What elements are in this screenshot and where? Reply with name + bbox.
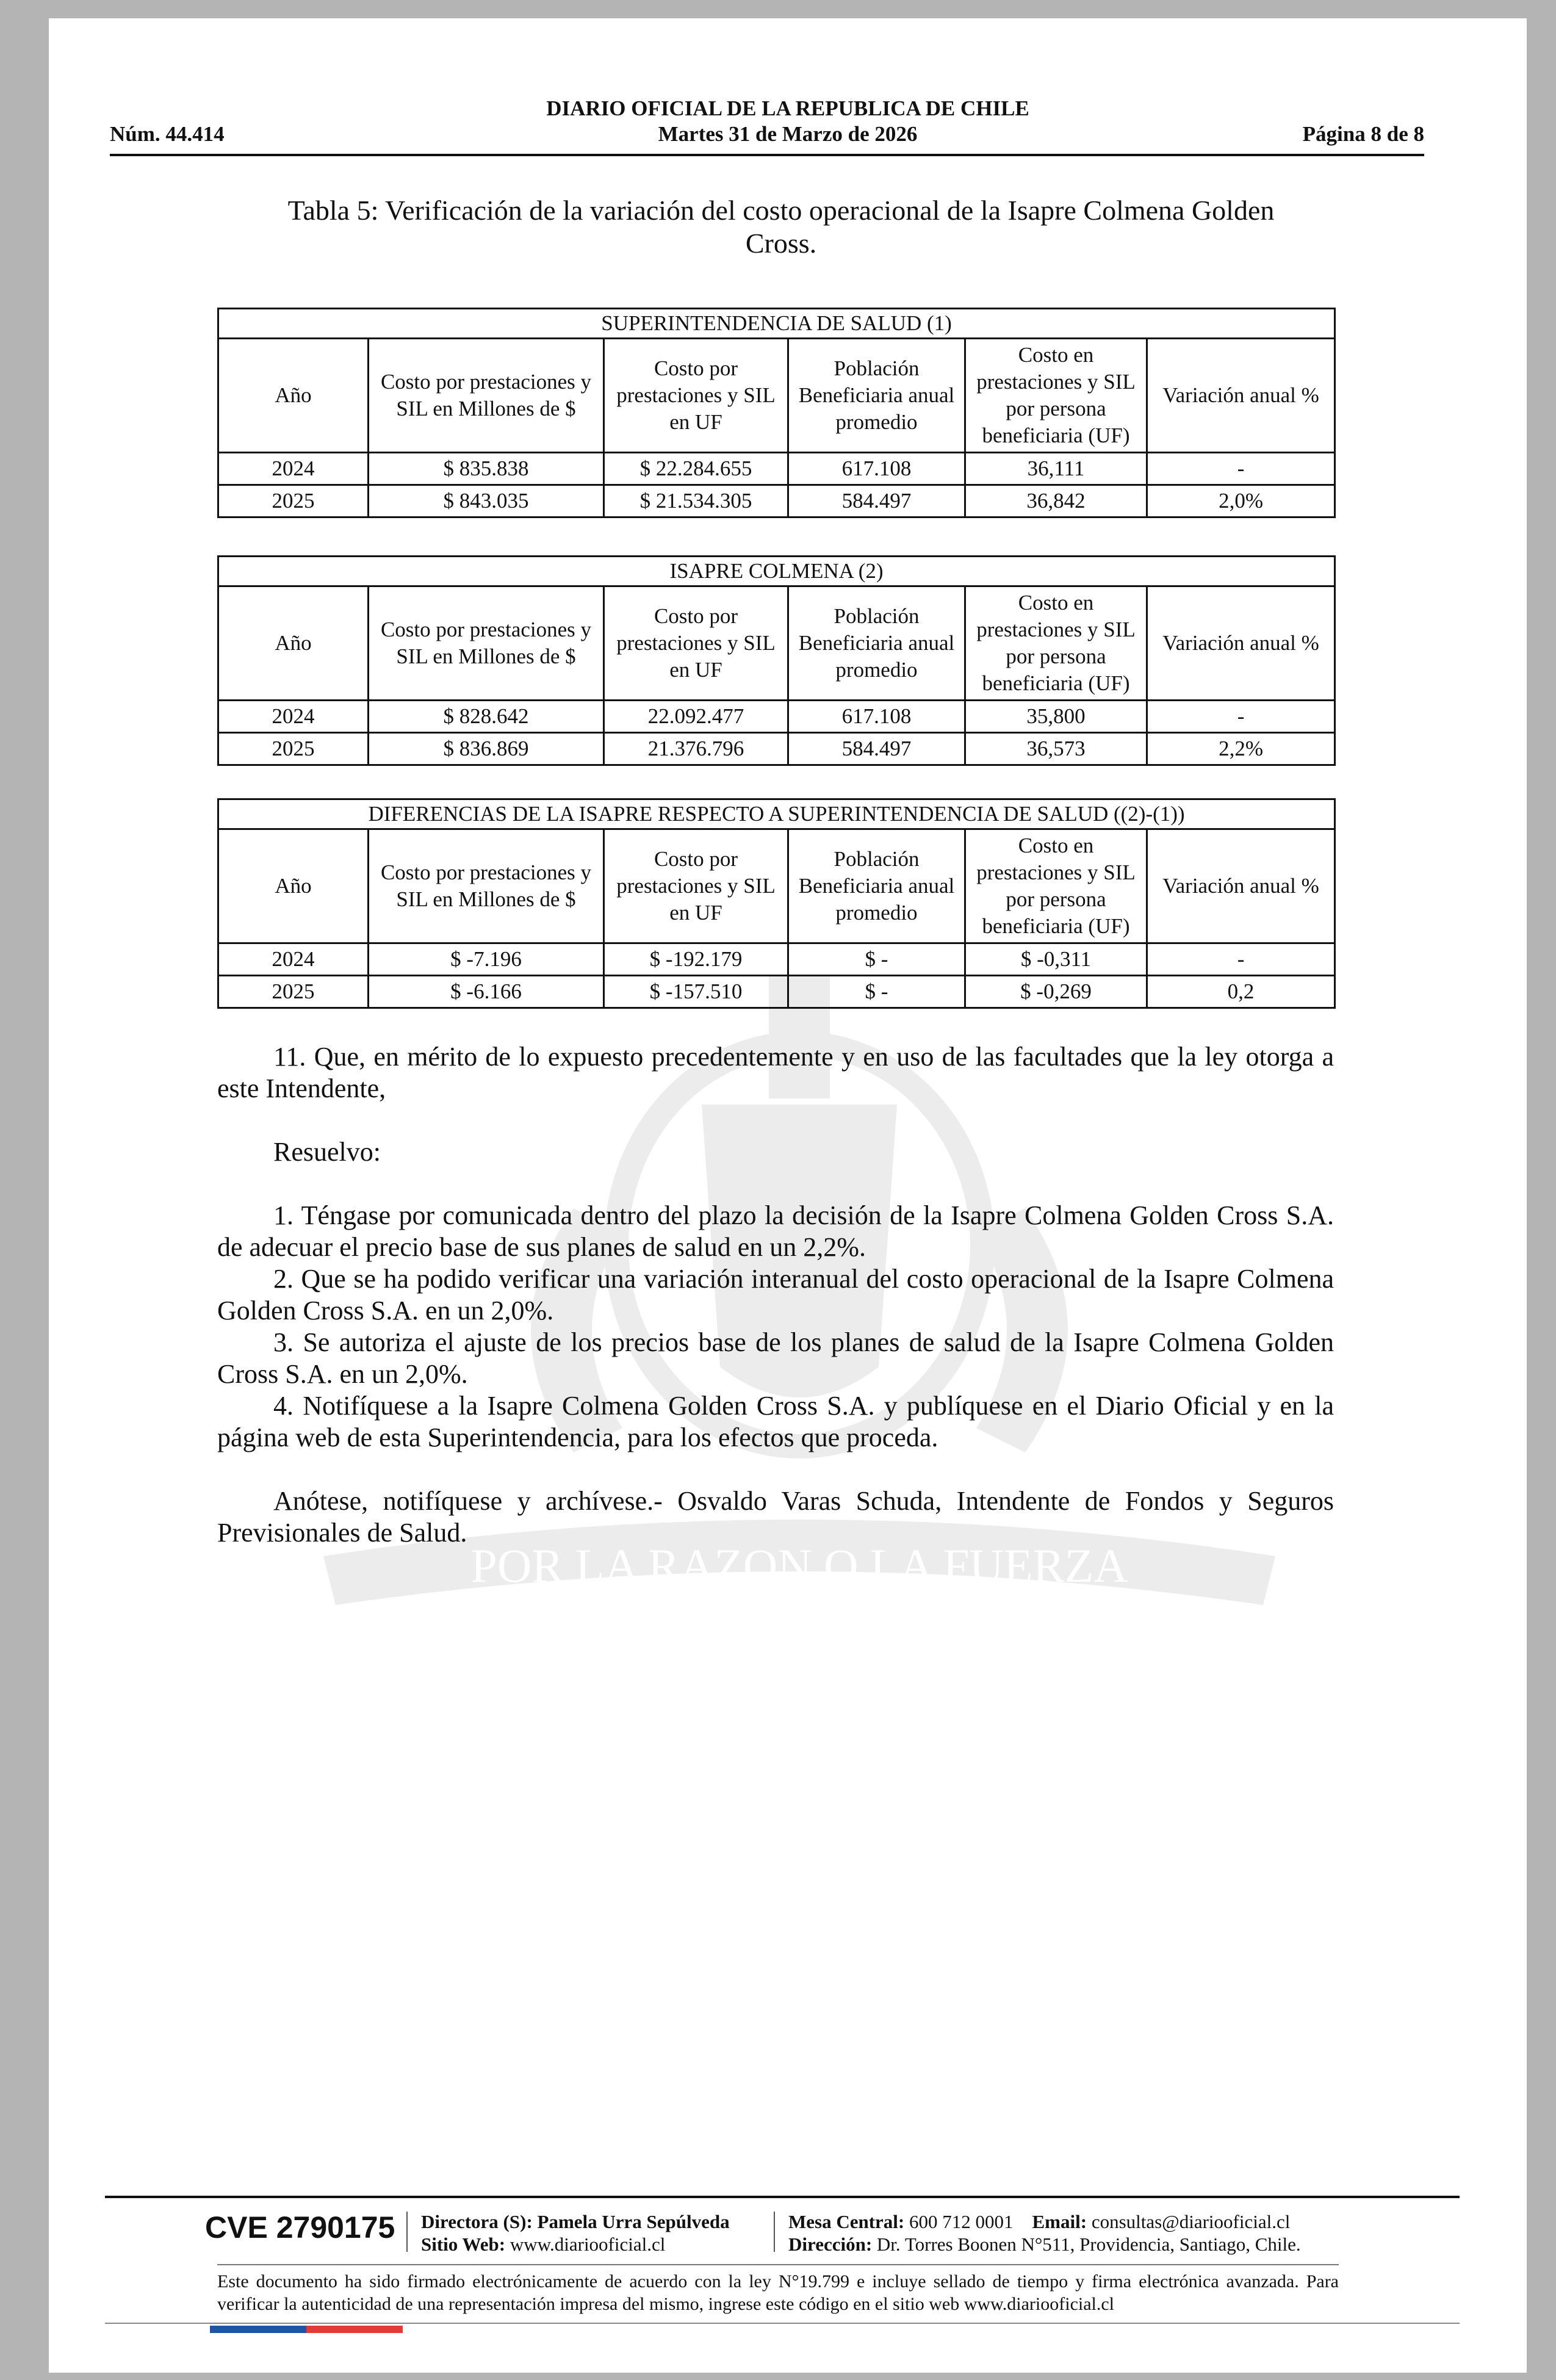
table-title: SUPERINTENDENCIA DE SALUD (1) — [218, 309, 1335, 339]
resolution-item-4: 4. Notifíquese a la Isapre Colmena Golden Cross S.A. y publíquese en el Diario Oficial y en la página web de esta Superintendencia, para los efectos que proceda. — [217, 1391, 1334, 1452]
table-caption: Tabla 5: Verificación de la variación del costo operacional de la Isapre Colmena Golden Cross. — [287, 195, 1275, 259]
cell-variation: 0,2 — [1147, 976, 1335, 1008]
cell-year: 2024 — [218, 943, 369, 976]
resuelvo-heading: Resuelvo: — [273, 1137, 381, 1167]
col-header-year: Año — [218, 339, 369, 453]
cell-variation: 2,2% — [1147, 733, 1335, 765]
cell-population: 584.497 — [788, 485, 965, 517]
table-row — [218, 976, 1335, 1008]
closing-signature: Anótese, notifíquese y archívese.- Osvaldo Varas Schuda, Intendente de Fondos y Seguros Previsionales de Salud. — [217, 1486, 1334, 1548]
table-row — [218, 453, 1335, 485]
col-header-cost-uf: Costo por prestaciones y SIL en UF — [604, 339, 788, 453]
cell-cost-uf: $ 21.534.305 — [604, 485, 788, 517]
cell-variation: - — [1147, 453, 1335, 485]
table-title: ISAPRE COLMENA (2) — [218, 557, 1335, 586]
footer-contact-block — [788, 2210, 1301, 2256]
col-header-variation: Variación anual % — [1147, 586, 1335, 701]
col-header-variation: Variación anual % — [1147, 339, 1335, 453]
address-value: Dr. Torres Boonen N°511, Providencia, Santiago, Chile. — [876, 2234, 1301, 2255]
footer-separator — [774, 2212, 775, 2252]
director-label: Directora (S): — [421, 2211, 533, 2232]
cell-cost-uf: 21.376.796 — [604, 733, 788, 765]
col-header-cost-per-person: Costo en prestaciones y SIL por persona beneficiaria (UF) — [965, 829, 1147, 943]
cell-cost-per-person: $ -0,311 — [965, 943, 1147, 976]
cell-cost-per-person: 36,111 — [965, 453, 1147, 485]
issue-date: Martes 31 de Marzo de 2026 — [658, 122, 918, 146]
paragraph-11: 11. Que, en mérito de lo expuesto precedentemente y en uso de las facultades que la ley otorga a este Intendente, — [217, 1042, 1334, 1103]
footer-rule — [105, 2196, 1460, 2198]
table-row — [218, 485, 1335, 517]
col-header-cost-per-person: Costo en prestaciones y SIL por persona beneficiaria (UF) — [965, 339, 1147, 453]
watermark-motto: POR LA RAZON O LA FUERZA — [470, 1539, 1128, 1592]
col-header-population: Población Beneficiaria anual promedio — [788, 339, 965, 453]
resolution-item-3: 3. Se autoriza el ajuste de los precios base de los planes de salud de la Isapre Colmena Golden Cross S.A. en un 2,0%. — [217, 1327, 1334, 1389]
cell-cost-millions: $ 836.869 — [369, 733, 604, 765]
cell-population: 617.108 — [788, 453, 965, 485]
cell-variation: 2,0% — [1147, 485, 1335, 517]
cell-year: 2025 — [218, 485, 369, 517]
cell-year: 2024 — [218, 701, 369, 733]
director-name: Pamela Urra Sepúlveda — [537, 2211, 730, 2232]
cell-population: $ - — [788, 976, 965, 1008]
col-header-year: Año — [218, 829, 369, 943]
issue-number: Núm. 44.414 — [110, 122, 225, 146]
cell-variation: - — [1147, 943, 1335, 976]
cell-variation: - — [1147, 701, 1335, 733]
resolution-item-1: 1. Téngase por comunicada dentro del plazo la decisión de la Isapre Colmena Golden Cross S.A. de adecuar el precio base de sus planes de salud en un 2,2%. — [217, 1200, 1334, 1262]
cell-year: 2024 — [218, 453, 369, 485]
footer-director-block — [421, 2210, 730, 2256]
address-label: Dirección: — [788, 2234, 873, 2255]
col-header-cost-per-person: Costo en prestaciones y SIL por persona beneficiaria (UF) — [965, 586, 1147, 701]
cell-cost-per-person: $ -0,269 — [965, 976, 1147, 1008]
cell-year: 2025 — [218, 733, 369, 765]
cell-cost-per-person: 35,800 — [965, 701, 1147, 733]
cell-cost-uf: $ -192.179 — [604, 943, 788, 976]
table-row — [218, 733, 1335, 765]
electronic-signature-notice: Este documento ha sido firmado electrónicamente de acuerdo con la ley N°19.799 e incluye sellado de tiempo y firma electrónica avanzada. Para verificar la autenticidad de una representación impresa del mismo, ingrese este código en el sitio web www.diariooficial.cl — [217, 2271, 1339, 2314]
cell-population: $ - — [788, 943, 965, 976]
footer-separator — [406, 2212, 408, 2252]
cell-cost-per-person: 36,842 — [965, 485, 1147, 517]
table-row — [218, 943, 1335, 976]
cell-cost-millions: $ 835.838 — [369, 453, 604, 485]
email-label: Email: — [1032, 2211, 1087, 2232]
header-rule — [110, 154, 1424, 156]
flag-stripe-blue — [210, 2326, 306, 2333]
col-header-cost-uf: Costo por prestaciones y SIL en UF — [604, 829, 788, 943]
cell-cost-per-person: 36,573 — [965, 733, 1147, 765]
table-title: DIFERENCIAS DE LA ISAPRE RESPECTO A SUPERINTENDENCIA DE SALUD ((2)-(1)) — [218, 799, 1335, 829]
cell-cost-millions: $ 843.035 — [369, 485, 604, 517]
footer-rule — [217, 2264, 1339, 2265]
footer-rule — [105, 2323, 1460, 2324]
newspaper-title: DIARIO OFICIAL DE LA REPUBLICA DE CHILE — [546, 96, 1029, 120]
cell-population: 584.497 — [788, 733, 965, 765]
page-number: Página 8 de 8 — [1302, 122, 1424, 146]
col-header-cost-millions: Costo por prestaciones y SIL en Millones de $ — [369, 586, 604, 701]
superintendencia-table — [217, 308, 1336, 518]
col-header-year: Año — [218, 586, 369, 701]
col-header-population: Población Beneficiaria anual promedio — [788, 829, 965, 943]
document-page — [49, 18, 1527, 2373]
website-label: Sitio Web: — [421, 2234, 506, 2255]
cell-cost-millions: $ 828.642 — [369, 701, 604, 733]
table-row — [218, 701, 1335, 733]
cell-cost-uf: $ 22.284.655 — [604, 453, 788, 485]
cell-cost-millions: $ -6.166 — [369, 976, 604, 1008]
phone-number: 600 712 0001 — [909, 2211, 1014, 2232]
col-header-cost-millions: Costo por prestaciones y SIL en Millones de $ — [369, 339, 604, 453]
cell-cost-uf: 22.092.477 — [604, 701, 788, 733]
col-header-cost-millions: Costo por prestaciones y SIL en Millones de $ — [369, 829, 604, 943]
col-header-cost-uf: Costo por prestaciones y SIL en UF — [604, 586, 788, 701]
col-header-population: Población Beneficiaria anual promedio — [788, 586, 965, 701]
isapre-colmena-table — [217, 555, 1336, 766]
phone-label: Mesa Central: — [788, 2211, 905, 2232]
website-link[interactable]: www.diariooficial.cl — [510, 2234, 666, 2255]
col-header-variation: Variación anual % — [1147, 829, 1335, 943]
cell-population: 617.108 — [788, 701, 965, 733]
cell-cost-millions: $ -7.196 — [369, 943, 604, 976]
resolution-body — [217, 1041, 1334, 1549]
differences-table — [217, 798, 1336, 1009]
resolution-item-2: 2. Que se ha podido verificar una variación interanual del costo operacional de la Isapre Colmena Golden Cross S.A. en un 2,0%. — [217, 1264, 1334, 1325]
email-link[interactable]: consultas@diariooficial.cl — [1091, 2211, 1291, 2232]
cell-year: 2025 — [218, 976, 369, 1008]
flag-stripe-red — [306, 2326, 403, 2333]
cell-cost-uf: $ -157.510 — [604, 976, 788, 1008]
cve-code: CVE 2790175 — [205, 2210, 395, 2245]
